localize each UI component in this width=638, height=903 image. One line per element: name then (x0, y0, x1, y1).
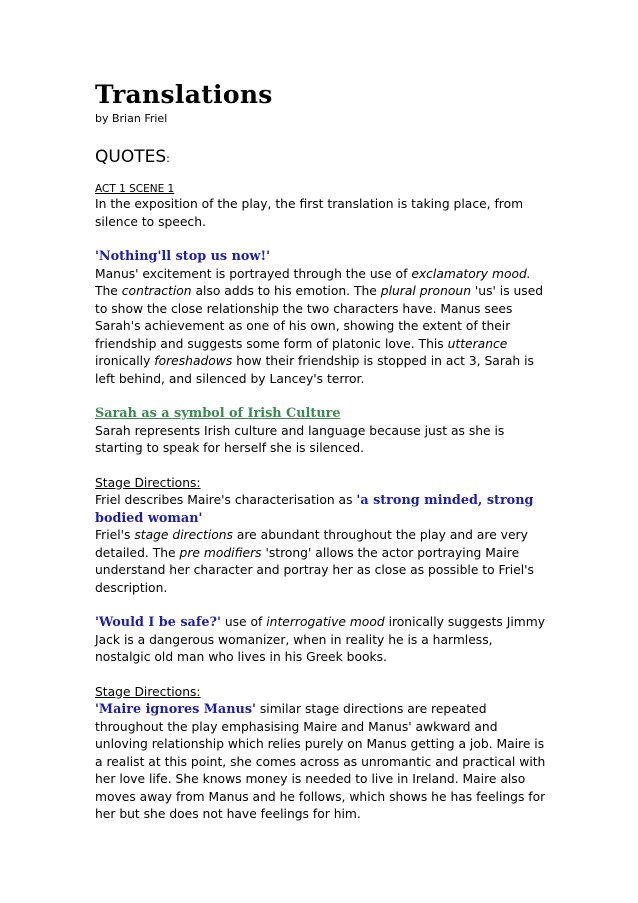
s1-text-j: foreshadows (154, 354, 233, 368)
s1-text-d: contraction (121, 284, 192, 298)
quote-nothing-stop-us: 'Nothing'll stop us now!' (95, 249, 270, 264)
s3-text-b: Friel's (95, 528, 135, 542)
s4-text-a: use of (220, 615, 267, 629)
s4-text-b: interrogative mood (266, 615, 385, 629)
s1-text-a: Manus' excitement is portrayed through the use of (95, 266, 412, 281)
s3-text-f: 'strong' allows the actor portraying Maire understand her character and portray her as close as possible to Friel's description. (95, 545, 534, 595)
section-strong-minded (95, 492, 550, 597)
document-title: Translations (95, 80, 273, 109)
section-sarah-symbol-text: Sarah represents Irish culture and language because just as she is starting to speak for herself she is silenced. (95, 423, 505, 455)
s4-text-c: ironically suggests Jimmy Jack is a dangerous womanizer, when in reality he is a harmless, nostalgic old man who lives in his Greek books. (95, 615, 546, 664)
section-would-i-be-safe (95, 614, 550, 667)
s1-text-g: 'us' is used to show the close relationship the two characters have. Manus sees Sarah's achievement as one of his own, showing the extent of their friendship and suggests some form of platonic love. This (95, 284, 544, 351)
quotes-heading (95, 146, 550, 170)
spacer (95, 231, 550, 248)
s3-text-a: Friel describes Maire's characterisation as (95, 493, 357, 507)
s1-text-f: plural pronoun (380, 284, 471, 298)
s3-text-c: stage directions (134, 528, 233, 542)
heading-sarah-symbol: Sarah as a symbol of Irish Culture (95, 406, 341, 421)
s1-text-b: exclamatory mood. (411, 266, 531, 281)
section-maire-ignores-manus (95, 701, 550, 824)
s1-text-c: The (95, 284, 122, 298)
s5-text-a: similar stage directions are repeated throughout the play emphasising Maire and Manus' awkward and unloving relationship which relies purely on Manus getting a job. Maire is a realist at this point, she comes across as unromantic and practical with her love life. She knows money is needed to live in Ireland. Maire also moves away from Manus and he follows, which shows he has feelings for her but she does not have feelings for him. (95, 702, 546, 821)
s1-text-e: also adds to his emotion. The (191, 284, 381, 298)
quote-maire-ignores-manus: 'Maire ignores Manus' (95, 702, 256, 717)
author-line: by Brian Friel (95, 112, 168, 125)
spacer (95, 458, 550, 475)
spacer (95, 388, 550, 405)
quote-would-i-be-safe: 'Would I be safe?' (95, 615, 221, 630)
spacer (95, 667, 550, 684)
s3-text-e: pre modifiers (179, 545, 262, 560)
section-nothing-stop-us (95, 248, 550, 388)
intro-paragraph: In the exposition of the play, the first translation is taking place, from silence to speech. (95, 197, 524, 229)
quotes-heading-text: QUOTES (95, 147, 167, 167)
s3-text-d: are abundant throughout the play and are very detailed. The (95, 528, 528, 560)
quote-strong-minded: 'a strong minded, strong bodied woman' (95, 493, 534, 526)
stage-directions-label: Stage Directions: (95, 475, 201, 490)
document-page (95, 80, 550, 824)
s1-text-h: utterance (447, 336, 508, 351)
quotes-heading-colon: : (166, 152, 170, 165)
s1-text-i: ironically (95, 354, 155, 368)
spacer (95, 597, 550, 614)
act-scene-label: ACT 1 SCENE 1 (95, 183, 175, 195)
stage-directions-label: Stage Directions: (95, 684, 201, 699)
s1-text-k: how their friendship is stopped in act 3, Sarah is left behind, and silenced by Lancey's terror. (95, 354, 534, 386)
